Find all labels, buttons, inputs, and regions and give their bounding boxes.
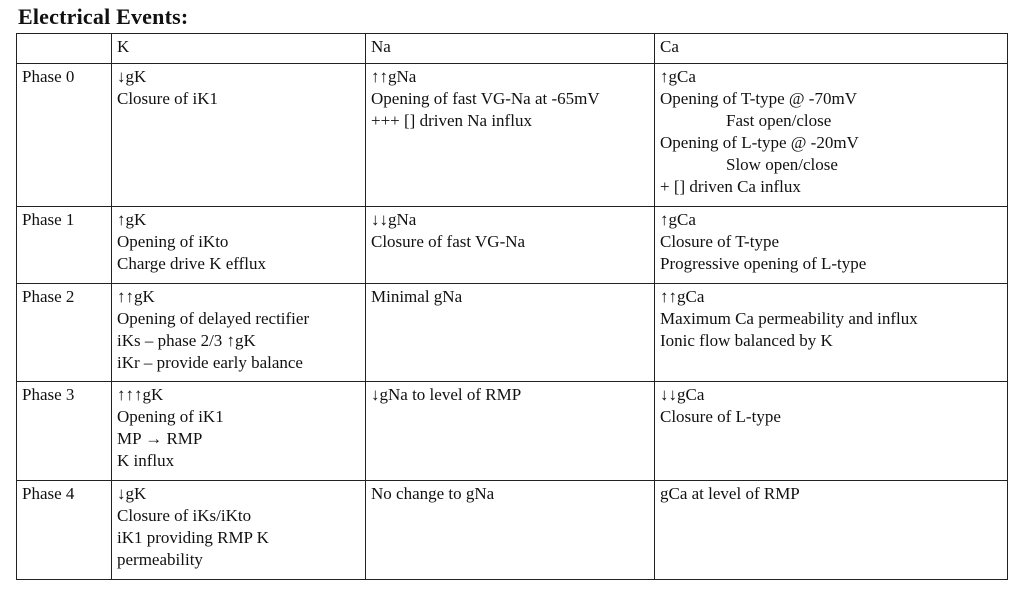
table-header-row: [17, 34, 1008, 64]
k-line: iK1 providing RMP K: [117, 528, 269, 547]
k-cell: [112, 284, 366, 382]
k-line: Closure of iK1: [117, 89, 219, 108]
k-line: ↑↑↑gK: [117, 385, 164, 404]
ca-line: Opening of L-type @ -20mV: [660, 133, 859, 152]
ca-line: Fast open/close: [726, 111, 832, 130]
k-line: Charge drive K efflux: [117, 254, 267, 273]
ca-line: Closure of T-type: [660, 232, 779, 251]
ca-line: + [] driven Ca influx: [660, 177, 801, 196]
ca-line: Ionic flow balanced by K: [660, 331, 833, 350]
na-line: ↓↓gNa: [371, 210, 417, 229]
na-cell: [366, 64, 655, 207]
ca-cell: [655, 382, 1008, 481]
ca-line: ↑↑gCa: [660, 287, 705, 306]
na-cell: [366, 207, 655, 284]
k-line: iKr – provide early balance: [117, 353, 303, 372]
table-row-phase-4: [17, 481, 1008, 580]
k-cell: [112, 64, 366, 207]
ca-line: ↑gCa: [660, 67, 696, 86]
ca-cell: [655, 207, 1008, 284]
ca-line: Opening of T-type @ -70mV: [660, 89, 857, 108]
na-line: Opening of fast VG-Na at -65mV: [371, 89, 600, 108]
ca-cell: [655, 481, 1008, 580]
na-line: +++ [] driven Na influx: [371, 111, 532, 130]
k-line: MP → RMP: [117, 429, 203, 448]
k-line: Opening of iKto: [117, 232, 229, 251]
ca-line: Maximum Ca permeability and influx: [660, 309, 918, 328]
table-row-phase-3: [17, 382, 1008, 481]
ca-line: ↑gCa: [660, 210, 696, 229]
k-line: Opening of iK1: [117, 407, 224, 426]
column-header-k: K: [112, 34, 366, 64]
ca-cell: [655, 284, 1008, 382]
na-line: No change to gNa: [371, 484, 495, 503]
ca-line: gCa at level of RMP: [660, 484, 800, 503]
column-header-phase: [17, 34, 112, 64]
phase-label: Phase 1: [17, 207, 112, 284]
k-line: ↑gK: [117, 210, 147, 229]
k-cell: [112, 207, 366, 284]
phase-label: Phase 3: [17, 382, 112, 481]
ca-cell: [655, 64, 1008, 207]
k-cell: [112, 382, 366, 481]
ca-line: Progressive opening of L-type: [660, 254, 867, 273]
table-row-phase-0: [17, 64, 1008, 207]
na-line: ↑↑gNa: [371, 67, 417, 86]
ca-line: Closure of L-type: [660, 407, 781, 426]
k-line: Closure of iKs/iKto: [117, 506, 252, 525]
na-cell: [366, 382, 655, 481]
ca-line: Slow open/close: [726, 155, 838, 174]
k-line: ↓gK: [117, 484, 147, 503]
na-line: Minimal gNa: [371, 287, 463, 306]
table-row-phase-1: [17, 207, 1008, 284]
k-line: K influx: [117, 451, 175, 470]
k-cell: [112, 481, 366, 580]
page-title: Electrical Events:: [18, 4, 189, 29]
ca-line: ↓↓gCa: [660, 385, 705, 404]
table-row-phase-2: [17, 284, 1008, 382]
na-line: ↓gNa to level of RMP: [371, 385, 522, 404]
k-line: Opening of delayed rectifier: [117, 309, 310, 328]
na-cell: [366, 284, 655, 382]
electrical-events-table: [16, 33, 1008, 580]
k-line: permeability: [117, 550, 203, 569]
k-line: iKs – phase 2/3 ↑gK: [117, 331, 256, 350]
phase-label: Phase 4: [17, 481, 112, 580]
na-line: Closure of fast VG-Na: [371, 232, 526, 251]
phase-label: Phase 2: [17, 284, 112, 382]
column-header-ca: Ca: [655, 34, 1008, 64]
column-header-na: Na: [366, 34, 655, 64]
phase-label: Phase 0: [17, 64, 112, 207]
k-line: ↓gK: [117, 67, 147, 86]
na-cell: [366, 481, 655, 580]
k-line: ↑↑gK: [117, 287, 155, 306]
